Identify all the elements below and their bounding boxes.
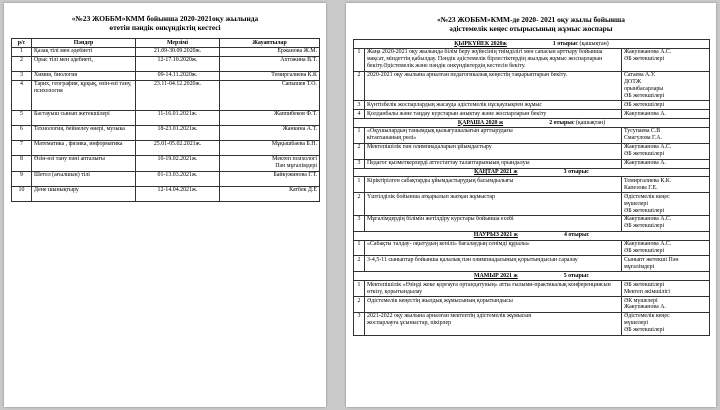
table-row xyxy=(12,110,320,125)
item-responsible: ӘБ жетекшілері xyxy=(622,101,710,110)
left-title-line-1: «№23 ЖОББМ»КММ бойынша 2020-2021оқу жылында xyxy=(71,14,259,23)
item-text: Күнтізбелік жоспарлардың жасауда әдістемелік нұсқаулықпен жұмыс xyxy=(365,101,622,110)
item-number: 2 xyxy=(354,297,365,313)
item-text: Мектепішілік пән олимпиадаларын ұйымдастыру xyxy=(365,143,622,159)
list-item xyxy=(354,143,710,159)
item-number: 1 xyxy=(354,177,365,193)
item-responsible: Жакупжанова А.С. ӘБ жетекшілері xyxy=(622,48,710,71)
subject-decade-schedule-table xyxy=(11,38,320,202)
row-date: 01-13.03.2021ж. xyxy=(136,171,220,186)
list-item xyxy=(354,281,710,297)
item-responsible: ӘК мүшелері Жакупжанова А. xyxy=(622,297,710,313)
section-session: 5 отырыс xyxy=(563,272,590,279)
section-mode: (қашықтан) xyxy=(579,40,609,47)
list-item xyxy=(354,71,710,101)
right-title-line-1: «№23 ЖОББМ»КММ-де 2020- 2021 оқу жылы бойынша xyxy=(437,15,625,24)
list-item xyxy=(354,110,710,119)
section-month: ҚЫРКҮЙЕК 2020ж xyxy=(454,40,507,47)
row-responsible: Мектеп психологі Пән мұғалімдері xyxy=(220,155,320,171)
row-responsible: Катбек Д.Е xyxy=(220,186,320,201)
row-number: 6 xyxy=(12,125,32,140)
item-responsible: Жакупжанова А.С. ӘБ жетекшілері xyxy=(622,240,710,256)
item-number: 2 xyxy=(354,193,365,216)
item-text: Мұғалімдердің білімін жетілдіру курстары бойынша есебі xyxy=(365,215,622,231)
section-header xyxy=(354,272,710,281)
item-responsible: Темиргалиева К.К. Капезова Г.Е. xyxy=(622,177,710,193)
list-item xyxy=(354,48,710,71)
row-number: 2 xyxy=(12,56,32,71)
list-item xyxy=(354,256,710,272)
row-responsible: Темиргалиева К.К xyxy=(220,71,320,80)
row-responsible: Жанкина А.Т. xyxy=(220,125,320,140)
section-mode: (қашықтан) xyxy=(575,119,606,126)
item-responsible: Тусупаева С.В Смагулова Г.А. xyxy=(622,127,710,143)
row-number: 4 xyxy=(12,80,32,110)
row-number: 7 xyxy=(12,140,32,155)
list-item xyxy=(354,215,710,231)
item-responsible: Сыныпт жетекші Пән мұғалімдері xyxy=(622,256,710,272)
list-item xyxy=(354,193,710,216)
list-item xyxy=(354,177,710,193)
item-number: 2 xyxy=(354,71,365,101)
item-text: Үштілділік бойынша атқарылып жатқан жұмыстар xyxy=(365,193,622,216)
row-subject: Химия, биология xyxy=(32,71,136,80)
row-responsible: Ержанова Ж.М. xyxy=(220,47,320,56)
item-text: Педагог қызметкерлерді аттестаттау талаптарыныың орындалуы xyxy=(365,159,622,168)
list-item xyxy=(354,159,710,168)
section-header-row xyxy=(354,119,710,128)
item-responsible: Жакупжанова А. xyxy=(622,110,710,119)
list-item xyxy=(354,240,710,256)
table-row xyxy=(12,155,320,171)
section-session: 4 отырыс xyxy=(563,232,590,239)
item-number: 1 xyxy=(354,281,365,297)
section-header-row xyxy=(354,272,710,281)
row-responsible: Сапышев Т.О. xyxy=(220,80,320,110)
row-subject: Математика , физика, информатика xyxy=(32,140,136,155)
item-number: 3 xyxy=(354,159,365,168)
row-date: 12-14.04.2021ж. xyxy=(136,186,220,201)
row-number: 3 xyxy=(12,71,32,80)
row-subject: Орыс тілі мен әдебиеті, xyxy=(32,56,136,71)
section-session: 2 отырыс xyxy=(549,119,575,126)
item-number: 2 xyxy=(354,256,365,272)
row-date: 09-14.11.2020ж. xyxy=(136,71,220,80)
item-responsible: ӘБ жетекшілері Мектеп әкімшілігі xyxy=(622,281,710,297)
left-document-page xyxy=(4,3,326,407)
row-subject: Технология, бейнелеу өнері, музыка xyxy=(32,125,136,140)
row-date: 23.11-04.12.2020ж. xyxy=(136,80,220,110)
item-number: 1 xyxy=(354,48,365,71)
item-text: Жаңа 2020-2021 оқу жылында білім беру жүйесінің тиімділігі мен сапасын арттыру бойынша мақсат, міндеттің қабылдау. Пәндік әдістемелік бірлестіктердің жылдық жұмыс жоспарларын бекіту.Әдістемелік және пәндік онкүндіктердің кестесін бекіту. xyxy=(365,48,622,71)
item-number: 3 xyxy=(354,101,365,110)
item-number: 1 xyxy=(354,240,365,256)
item-responsible: Жакупжанова А.С. ӘБ жетекшілері xyxy=(622,215,710,231)
row-date: 10-19.02.2021ж. xyxy=(136,155,220,171)
item-number: 1 xyxy=(354,127,365,143)
item-text: «Сабақты талдау- оқытудың кепілі» бағалаудың сенімді құралы» xyxy=(365,240,622,256)
table-row xyxy=(12,171,320,186)
item-number: 3 xyxy=(354,215,365,231)
row-date: 18-23.01.2021ж. xyxy=(136,125,220,140)
row-number: 1 xyxy=(12,47,32,56)
row-responsible: Байкужинова Г.Т. xyxy=(220,171,320,186)
column-header-subjects: Пәндер xyxy=(32,39,136,48)
item-responsible: Жакупжанова А. xyxy=(622,159,710,168)
table-row xyxy=(12,140,320,155)
section-header-row xyxy=(354,40,710,49)
section-month: НАУРЫЗ 2021 ж xyxy=(473,232,518,239)
item-responsible: Әдістемелік кеңес мүшелері ӘБ жетекшілері xyxy=(622,312,710,335)
table-row xyxy=(12,80,320,110)
item-text: Қолданбалы және таңдау курстарын аныктау және жоспарларын бекіту xyxy=(365,110,622,119)
row-date: 12-17.10.2020ж. xyxy=(136,56,220,71)
methodical-council-plan-table xyxy=(353,39,710,336)
left-title-line-2: өтетін пәндік онкүндіктің кестесі xyxy=(109,23,221,32)
row-subject: Өзін-өзі тану пәні апталығы xyxy=(32,155,136,171)
right-document-page xyxy=(346,3,716,407)
column-header-responsible: Жауаптылар xyxy=(220,39,320,48)
item-number: 4 xyxy=(354,110,365,119)
section-header xyxy=(354,231,710,240)
table-header-row xyxy=(12,39,320,48)
list-item xyxy=(354,127,710,143)
right-document-title xyxy=(346,15,716,33)
section-session: 1 отырыс xyxy=(552,40,579,47)
item-responsible: Жакупжанова А.С. ӘБ жетекшілері xyxy=(622,143,710,159)
item-text: 2020-2021 оқу жылына арналған педагогикалық кеңестің тақырыптарын бекіту. xyxy=(365,71,622,101)
row-subject: Бастауыш сынып жетекшілері xyxy=(32,110,136,125)
list-item xyxy=(354,101,710,110)
item-text: «Оқушылардың танымдық қызығушылығын арттырудағы кітапхананың рөлі» xyxy=(365,127,622,143)
item-responsible: Сатаева А.У. ДОТЖ орынбасарлары ӘБ жетекшілері xyxy=(622,71,710,101)
item-text: Кіріктірілген сабақтарды ұйымдастырудың басымдылығы xyxy=(365,177,622,193)
row-responsible: Мұқышбаева Б.Н. xyxy=(220,140,320,155)
section-month: ҚАРАША 2020 ж xyxy=(457,119,504,126)
right-title-line-2: әдістемелік кеңес отырысының жұмыс жоспары xyxy=(449,24,613,33)
column-header-number: р/с xyxy=(12,39,32,48)
row-date: 21.09-30.09.2020ж. xyxy=(136,47,220,56)
table-row xyxy=(12,186,320,201)
table-row xyxy=(12,71,320,80)
section-month: МАМЫР 2021 ж xyxy=(473,272,518,279)
section-header xyxy=(354,40,710,49)
row-date: 25.01-05.02.2021ж. xyxy=(136,140,220,155)
row-number: 10 xyxy=(12,186,32,201)
item-text: 3-4,5-11 сыныптар бойынша қалалық пән олимпиадасының қорытындысын саралау xyxy=(365,256,622,272)
item-number: 2 xyxy=(354,143,365,159)
row-responsible: Ахтожина В.Т. xyxy=(220,56,320,71)
item-text: 2021-2022 оқу жылына арналған мектептің әдістемелік жұмысын жоспарлауға ұсыныстар, пікірлер xyxy=(365,312,622,335)
item-text: Мектепішілік «Өзіңді жеке қорғауға ортандатуның» атты ғылыми-практикалық конференциясын өткізу, қорытындылау xyxy=(365,281,622,297)
table-row xyxy=(12,125,320,140)
item-responsible: Әдістемелік кеңес мүшелері ӘБ жетекшілері xyxy=(622,193,710,216)
row-number: 8 xyxy=(12,155,32,171)
section-header xyxy=(354,119,710,128)
row-responsible: Жаппибеков Ф.Т. xyxy=(220,110,320,125)
row-subject: Қазақ тілі мен әдебиеті xyxy=(32,47,136,56)
item-text: Әдістемелік кеңестің жылдық жұмысының қорытындысы xyxy=(365,297,622,313)
row-subject: Дене шынықтыру xyxy=(32,186,136,201)
table-row xyxy=(12,47,320,56)
list-item xyxy=(354,312,710,335)
item-number: 3 xyxy=(354,312,365,335)
section-month: ҚАҢТАР 2021 ж xyxy=(474,169,518,175)
list-item xyxy=(354,297,710,313)
section-header xyxy=(354,168,710,177)
row-subject: Тарих, география, құқық, өзін-өзі тану, психология xyxy=(32,80,136,110)
section-session: 3 отырыс xyxy=(563,169,589,175)
row-number: 5 xyxy=(12,110,32,125)
left-document-title xyxy=(4,14,326,32)
row-number: 9 xyxy=(12,171,32,186)
row-subject: Шетел (ағылшын) тілі xyxy=(32,171,136,186)
column-header-dates: Мерзімі xyxy=(136,39,220,48)
table-row xyxy=(12,56,320,71)
row-date: 11-16.01.2021ж. xyxy=(136,110,220,125)
section-header-row xyxy=(354,231,710,240)
section-header-row xyxy=(354,168,710,177)
